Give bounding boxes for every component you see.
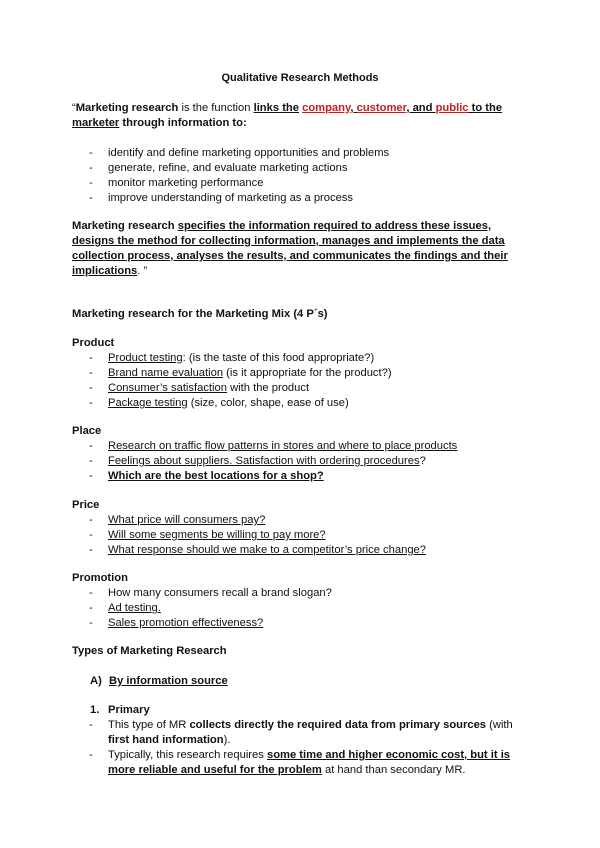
place-note: ? (419, 455, 426, 467)
quote-open: “ (72, 102, 76, 114)
list-item: - monitor marketing performance (72, 176, 532, 191)
place-list (72, 439, 532, 484)
primary-list (72, 718, 532, 778)
primary-text-bold: collects directly the required data from primary sources (189, 719, 487, 731)
list-item (72, 616, 532, 631)
section-a-label: By information source (109, 675, 228, 687)
list-item: - How many consumers recall a brand slogan? (72, 586, 532, 601)
product-note: (size, color, shape, ease of use) (187, 397, 349, 409)
page-title: Qualitative Research Methods (221, 72, 379, 84)
product-link[interactable]: Product testing (108, 352, 183, 364)
product-note: (is it appropriate for the product?) (223, 367, 392, 379)
product-list (72, 351, 532, 411)
definition-paragraph (72, 101, 532, 131)
definition-through: through information to: (119, 117, 247, 129)
list-item (72, 366, 532, 381)
types-heading: Types of Marketing Research (72, 645, 227, 657)
term-marketing-research: Marketing research (75, 102, 179, 114)
product-link[interactable]: Consumer’s satisfaction (108, 382, 227, 394)
list-item: - improve understanding of marketing as a process (72, 191, 532, 206)
product-link[interactable]: Package testing (108, 397, 188, 409)
place-link[interactable]: Research on traffic flow patterns in stores and where to place products (108, 440, 458, 452)
list-item (72, 381, 532, 396)
comma-one: , (350, 102, 357, 114)
promotion-heading: Promotion (72, 572, 128, 584)
term-marketer: marketer (72, 117, 120, 129)
term-marketing-research-2: Marketing research (72, 220, 175, 232)
price-link[interactable]: What response should we make to a competitor’s price change? (108, 544, 426, 556)
place-link[interactable]: Feelings about suppliers. Satisfaction with ordering procedures (108, 455, 420, 467)
price-link[interactable]: What price will consumers pay? (108, 514, 266, 526)
primary-text: (with (486, 719, 513, 731)
list-item: - generate, refine, and evaluate marketing actions (72, 161, 532, 176)
primary-text-bold: some time and higher economic cost, but it is more reliable and useful for the problem (108, 749, 511, 776)
promotion-link[interactable]: Sales promotion effectiveness? (108, 617, 264, 629)
list-item (72, 748, 532, 778)
list-item (72, 513, 532, 528)
list-item (72, 454, 532, 469)
term-public: public (435, 102, 469, 114)
product-link[interactable]: Brand name evaluation (108, 367, 224, 379)
definition-paragraph-2 (72, 219, 534, 279)
definition-links-the: links the (253, 102, 299, 114)
list-item (72, 469, 532, 484)
term-customer: customer (356, 102, 407, 114)
definition-text: is the function (178, 102, 254, 114)
list-item (72, 439, 532, 454)
place-heading: Place (72, 425, 102, 437)
primary-text: Typically, this research requires (108, 749, 267, 761)
price-list (72, 513, 532, 558)
section-a-marker: A) (90, 675, 102, 687)
list-item (72, 528, 532, 543)
promotion-list (72, 586, 532, 631)
marketing-mix-heading: Marketing research for the Marketing Mix (4 P´s) (72, 308, 328, 320)
purposes-list (72, 146, 532, 206)
price-heading: Price (72, 499, 100, 511)
product-note: with the product (226, 382, 310, 394)
list-item (72, 396, 532, 411)
product-heading: Product (72, 337, 115, 349)
list-item (72, 351, 532, 366)
price-link[interactable]: Will some segments be willing to pay more? (108, 529, 326, 541)
promotion-link[interactable]: Ad testing. (108, 602, 161, 614)
primary-text-bold: first hand information (108, 734, 224, 746)
primary-heading: Primary (108, 704, 150, 716)
primary-text: This type of MR (108, 719, 190, 731)
definition2-body: specifies the information required to address these issues, designs the method for collecting information, manages and implements the data collection process, analyses the results, and communicates the findings and their implications (72, 220, 508, 277)
comma-two: , and (406, 102, 436, 114)
term-company: company (302, 102, 351, 114)
list-item (72, 601, 532, 616)
primary-marker: 1. (90, 704, 100, 716)
primary-text: ). (223, 734, 231, 746)
list-item (72, 543, 532, 558)
place-link[interactable]: Which are the best locations for a shop? (108, 470, 324, 482)
list-item: - identify and define marketing opportunities and problems (72, 146, 532, 161)
list-item (72, 718, 532, 748)
product-note: : (is the taste of this food appropriate?) (182, 352, 375, 364)
definition-to-the: to the (468, 102, 503, 114)
quote-close: . ” (137, 265, 148, 277)
primary-text: at hand than secondary MR. (321, 764, 466, 776)
